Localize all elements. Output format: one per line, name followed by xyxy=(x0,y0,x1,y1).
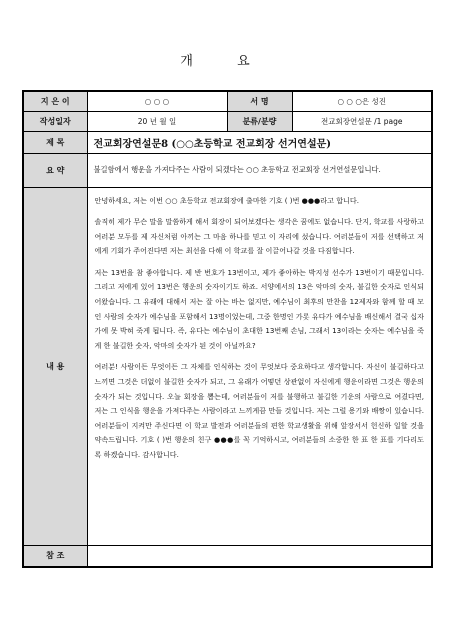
summary-label: 요 약 xyxy=(23,153,87,187)
date-label: 작성일자 xyxy=(23,111,87,131)
reference-row xyxy=(23,545,432,567)
subject-value: 전교회장연설문8 (○○초등학교 전교회장 선거연설문) xyxy=(87,131,432,153)
author-label: 지 은 이 xyxy=(23,91,87,111)
date-row xyxy=(23,111,432,131)
subject-row xyxy=(23,131,432,153)
category-value: 전교회장연설문 /1 page xyxy=(292,111,432,131)
content-label: 내 용 xyxy=(23,187,87,545)
summary-value: 불길함에서 행운을 가져다주는 사람이 되겠다는 ○○ 초등학교 전교회장 선거연설문입니다. xyxy=(87,153,432,187)
content-paragraph-1: 안녕하세요, 저는 이번 ○○ 초등학교 전교회장에 출마한 기호 ( )번 ●●●라고 합니다. xyxy=(94,195,360,205)
date-value: 20 년 월 일 xyxy=(87,111,227,131)
reference-label: 참 조 xyxy=(23,545,87,567)
signature-value: ○ ○ ○은 성진 xyxy=(292,91,432,111)
content-body xyxy=(87,187,432,545)
author-value: ○ ○ ○ xyxy=(87,91,227,111)
signature-label: 서 명 xyxy=(227,91,292,111)
content-row xyxy=(23,187,432,545)
subject-label: 제 목 xyxy=(23,131,87,153)
reference-value xyxy=(87,545,432,567)
page-title: 개 요 xyxy=(180,54,270,69)
content-paragraph-3: 저는 13번을 참 좋아합니다. 제 반 번호가 13번이고, 제가 좋아하는 박지성 선수가 13번이기 때문입니다. 그리고 저에게 있어 13번은 행운의 숫자이기도 하죠. 서양에서의 13은 악마의 숫자, 불길한 숫자로 인식되어왔습니다. 그 유래에 대해서 저는 잘 아는 바는 없지만, 예수님이 최후의 만찬을 12제자와 함께 할 때 모인 사람의 숫자가 예수님을 포함해서 13명이었는데, 그중 한명인 가롯 유다가 예수님을 배신해서 결국 십자가에 못 박혀 죽게 됩니다. 즉, 유다는 예수님이 초대한 13번째 손님, 그래서 13이라는 숫자는 예수님을 죽게 한 불길한 숫자, 악마의 숫자가 된 것이 아닐까요? xyxy=(94,267,424,350)
author-row xyxy=(23,91,432,111)
category-label: 분류/분량 xyxy=(227,111,292,131)
summary-row xyxy=(23,153,432,187)
content-paragraph-4: 여러분! 사람이든 무엇이든 그 자체를 인식하는 것이 무엇보다 중요하다고 생각합니다. 자신이 불길하다고 느끼면 그것은 더없이 불길한 숫자가 되고, 그 유래가 어떻던 상관없이 자신에게 행운이라면 그것은 행운의 숫자가 되는 것입니다. 오늘 회장을 뽑는데, 여러분들이 저를 불행하고 불길한 기운의 사람으로 여겼다면, 저는 그 인식을 행운을 가져다주는 사람이라고 느끼게끔 만들 것입니다. 저는 그럴 용기와 배짱이 있습니다. 여러분들이 지켜만 주신다면 이 학교 발전과 여러분들의 편한 학교생활을 위해 앞장서서 헌신하 일할 것을 약속드립니다. 기호 ( )번 행운의 친구 ●●●를 꼭 기억하시고, 여러분들의 소중한 한 표 한 표를 기다리도록 하겠습니다. 감사합니다. xyxy=(94,362,424,459)
content-paragraph-2: 솔직히 제가 무슨 말을 말씀하게 해서 회장이 되어보겠다는 생각은 꿈에도 없습니다. 단지, 학교를 사랑하고 여러분 모두를 제 자신처럼 아끼는 그 마음 하나를 믿고 이 자리에 섰습니다. 여러분들이 저를 선택하고 저에게 기회가 주어진다면 저는 최선을 다해 이 학교를 잘 이끌어나갈 것을 다짐합니다. xyxy=(94,217,424,256)
summary-form-table xyxy=(22,90,433,568)
